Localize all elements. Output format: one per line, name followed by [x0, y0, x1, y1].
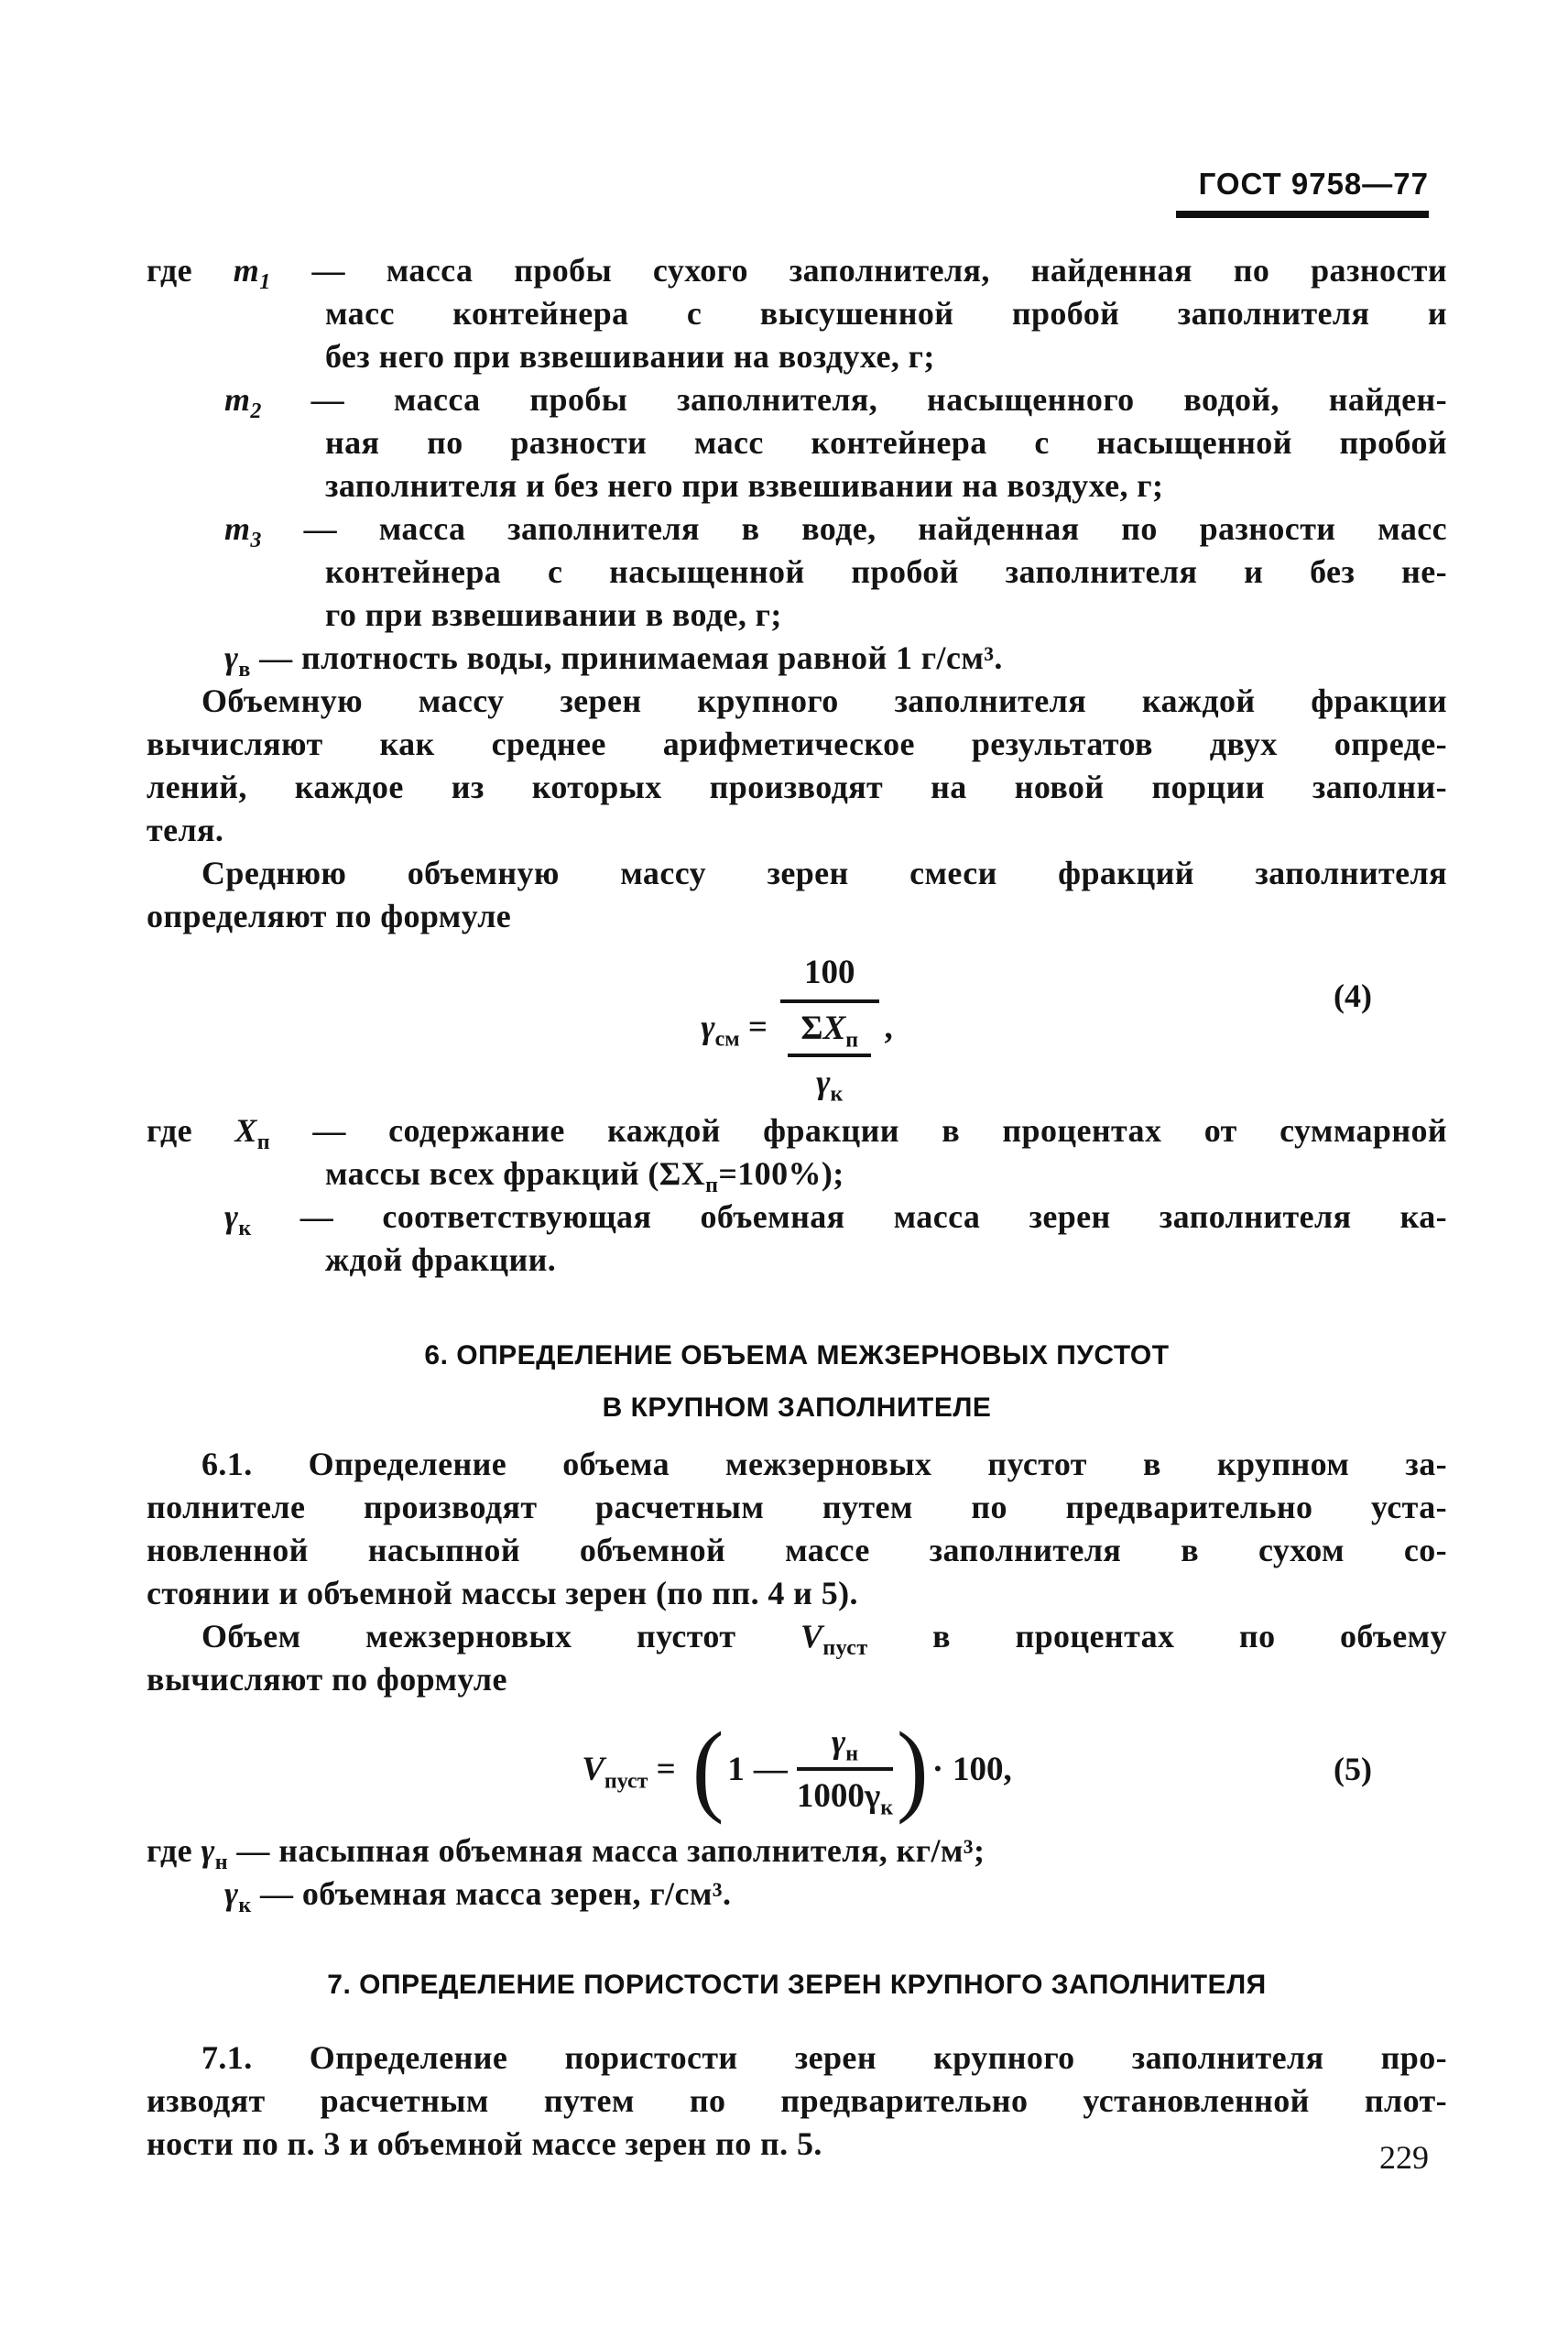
- definition-text: объемная масса зерен, г/см³.: [301, 1875, 732, 1912]
- formula-5: [147, 1711, 1447, 1826]
- paragraph-line: Объемную массу зерен крупного заполнителя каждой фракции: [201, 683, 1447, 719]
- definition-line-m2-2: ная по разности масс контейнера с насыщенной пробой: [325, 424, 1447, 461]
- var-gamma-k-sub: к: [238, 1217, 252, 1241]
- den-text: 1000γ: [796, 1777, 881, 1815]
- var-gamma-v-sub: в: [238, 658, 251, 683]
- paragraph-line: новленной насыпной объемной массе заполнителя в сухом со-: [147, 1532, 1447, 1568]
- where-word: где: [147, 1112, 192, 1149]
- var-m3-sub: 3: [250, 529, 262, 553]
- definition-line-m3-1: [147, 508, 1447, 551]
- dash: —: [312, 1112, 346, 1149]
- var-gamma-n: γ: [831, 1723, 846, 1761]
- fraction-numerator: 100: [780, 953, 879, 1003]
- doc-header: [1176, 167, 1429, 218]
- var-m2: m: [224, 381, 251, 418]
- paragraph-line: 7.1. Определение пористости зерен крупного заполнителя про-: [201, 2039, 1447, 2076]
- formula-4: [147, 953, 1447, 1107]
- paragraph-text: в процентах по объему: [932, 1618, 1447, 1654]
- paragraph-line: ности по п. 3 и объемной массе зерен по п. 5.: [147, 2125, 822, 2162]
- definition-line-xp-2: [147, 1152, 1447, 1196]
- section-6-heading: [147, 1329, 1447, 1434]
- one: 1: [727, 1750, 745, 1788]
- var-v-sub: пуст: [822, 1636, 868, 1661]
- equals-sign: =: [656, 1750, 676, 1788]
- definition-text: масса пробы заполнителя, насыщенного водой, найден-: [393, 381, 1447, 418]
- formula-5-lhs: [582, 1750, 676, 1793]
- var-gamma-n: γ: [201, 1832, 215, 1869]
- factor-100: 100,: [953, 1750, 1012, 1788]
- section-6-title-line1: 6. ОПРЕДЕЛЕНИЕ ОБЪЕМА МЕЖЗЕРНОВЫХ ПУСТОТ: [424, 1340, 1170, 1370]
- definition-line-gk: [147, 1873, 1447, 1916]
- var-m1: m: [233, 252, 260, 289]
- definition-line-gk-2: ждой фракции.: [325, 1241, 557, 1278]
- var-gamma-k: γ: [224, 1198, 239, 1235]
- paragraph-line: вычисляют как среднее арифметическое результатов двух опреде-: [147, 726, 1447, 762]
- definition-text: масса пробы сухого заполнителя, найденная по разности: [386, 252, 1447, 289]
- fraction-outer: [780, 953, 879, 1107]
- definition-line-m1-1: [147, 249, 1447, 295]
- sigma-x-sub: п: [705, 1174, 719, 1198]
- var-m2-sub: 2: [250, 399, 262, 424]
- section-7-heading: 7. ОПРЕДЕЛЕНИЕ ПОРИСТОСТИ ЗЕРЕН КРУПНОГО ЗАПОЛНИТЕЛЯ: [327, 1970, 1267, 2000]
- definition-line-m1-2: масс контейнера с высушенной пробой заполнителя и: [325, 295, 1447, 332]
- minus-sign: —: [753, 1750, 788, 1788]
- paragraph-line: Среднюю объемную массу зерен смеси фракций заполнителя: [201, 855, 1447, 891]
- var-xp: X: [234, 1112, 257, 1149]
- multiplication-dot: ·: [931, 1750, 944, 1788]
- var-v-sub: пуст: [604, 1768, 648, 1793]
- section-6-title-line2: В КРУПНОМ ЗАПОЛНИТЕЛЕ: [602, 1392, 992, 1423]
- fraction-numerator: [797, 1722, 893, 1771]
- paragraph-line: полнителе производят расчетным путем по предварительно уста-: [147, 1489, 1447, 1525]
- var-gamma-k-sub: к: [830, 1082, 844, 1107]
- var-m3: m: [224, 510, 251, 547]
- inner-numerator: [788, 1009, 871, 1057]
- paragraph-line: определяют по формуле: [147, 898, 512, 934]
- page-content: [147, 249, 1447, 2166]
- den-sub: к: [880, 1796, 894, 1820]
- definition-text: масса заполнителя в воде, найденная по разности масс: [378, 510, 1447, 547]
- definition-text: насыпная объемная масса заполнителя, кг/м³;: [278, 1832, 985, 1869]
- var-gamma-k-sub: к: [238, 1894, 252, 1918]
- var-gamma-k: γ: [816, 1064, 831, 1101]
- equation-number-5: (5): [1334, 1751, 1372, 1787]
- paragraph-line: изводят расчетным путем по предварительно установленной плот-: [147, 2082, 1447, 2119]
- dash: —: [303, 510, 337, 547]
- definition-line-m2-3: заполнителя и без него при взвешивании на воздухе, г;: [325, 467, 1164, 504]
- fraction-inner: [788, 1009, 871, 1107]
- definition-line-m3-3: го при взвешивании в воде, г;: [325, 596, 782, 633]
- definition-text: плотность воды, принимаемая равной 1 г/см³.: [300, 639, 1003, 676]
- var-x-sub: п: [845, 1028, 859, 1053]
- dash: —: [236, 1832, 270, 1869]
- var-gamma-n-sub: н: [845, 1742, 859, 1766]
- comma: ,: [884, 1009, 893, 1046]
- var-gamma-n-sub: н: [214, 1851, 228, 1875]
- definition-line-gn: [147, 1829, 1447, 1873]
- definition-line-xp-1: [147, 1109, 1448, 1155]
- fraction-denominator: [780, 1003, 879, 1107]
- var-gamma-sm-sub: см: [714, 1027, 740, 1052]
- open-paren: (: [691, 1711, 724, 1826]
- definition-line-gamma-v: [147, 637, 1447, 683]
- definition-line-m1-3: без него при взвешивании на воздухе, г;: [325, 338, 935, 375]
- where-word: где: [147, 252, 192, 289]
- dash: —: [299, 1198, 334, 1235]
- dash: —: [259, 639, 293, 676]
- paragraph-line-vpust: [147, 1615, 1447, 1661]
- paragraph-line: лений, каждое из которых производят на новой порции заполни-: [147, 769, 1447, 805]
- paragraph-line: теля.: [147, 812, 224, 848]
- header-rule: [1176, 211, 1429, 218]
- var-gamma-k: γ: [224, 1875, 239, 1912]
- paragraph-line: стоянии и объемной массы зерен (по пп. 4 и 5).: [147, 1575, 858, 1611]
- definition-text: массы всех фракций (ΣX: [325, 1155, 706, 1192]
- definition-line-gk-1: [147, 1196, 1447, 1239]
- doc-id: ГОСТ 9758—77: [1198, 167, 1429, 201]
- dash: —: [311, 252, 345, 289]
- var-m1-sub: 1: [259, 270, 271, 295]
- fraction: [796, 1722, 894, 1820]
- dash: —: [260, 1875, 294, 1912]
- definition-text: содержание каждой фракции в процентах от суммарной: [388, 1112, 1448, 1149]
- where-word: где: [147, 1832, 192, 1869]
- var-gamma-v: γ: [224, 639, 239, 676]
- paragraph-line: 6.1. Определение объема межзерновых пустот в крупном за-: [201, 1446, 1447, 1482]
- sigma: Σ: [800, 1010, 823, 1047]
- definition-text: =100%);: [718, 1155, 844, 1192]
- dash: —: [310, 381, 345, 418]
- inner-denominator: [788, 1057, 871, 1107]
- var-xp-sub: п: [256, 1130, 270, 1155]
- formula-4-lhs: [701, 1008, 768, 1052]
- definition-text: соответствующая объемная масса зерен заполнителя ка-: [382, 1198, 1447, 1235]
- page-number: 229: [1379, 2139, 1429, 2176]
- var-x: X: [822, 1010, 846, 1047]
- var-v: V: [800, 1618, 823, 1654]
- var-v: V: [582, 1750, 604, 1788]
- var-gamma-sm: γ: [701, 1009, 715, 1046]
- paragraph-line: вычисляют по формуле: [147, 1661, 507, 1698]
- paragraph-text: Объем межзерновых пустот: [201, 1618, 736, 1654]
- fraction-denominator: [796, 1771, 894, 1820]
- definition-line-m2-1: [147, 378, 1447, 424]
- equation-number-4: (4): [1334, 977, 1372, 1014]
- definition-line-m3-2: контейнера с насыщенной пробой заполнителя и без не-: [325, 553, 1447, 590]
- equals-sign: =: [747, 1009, 768, 1046]
- close-paren: ): [897, 1711, 929, 1826]
